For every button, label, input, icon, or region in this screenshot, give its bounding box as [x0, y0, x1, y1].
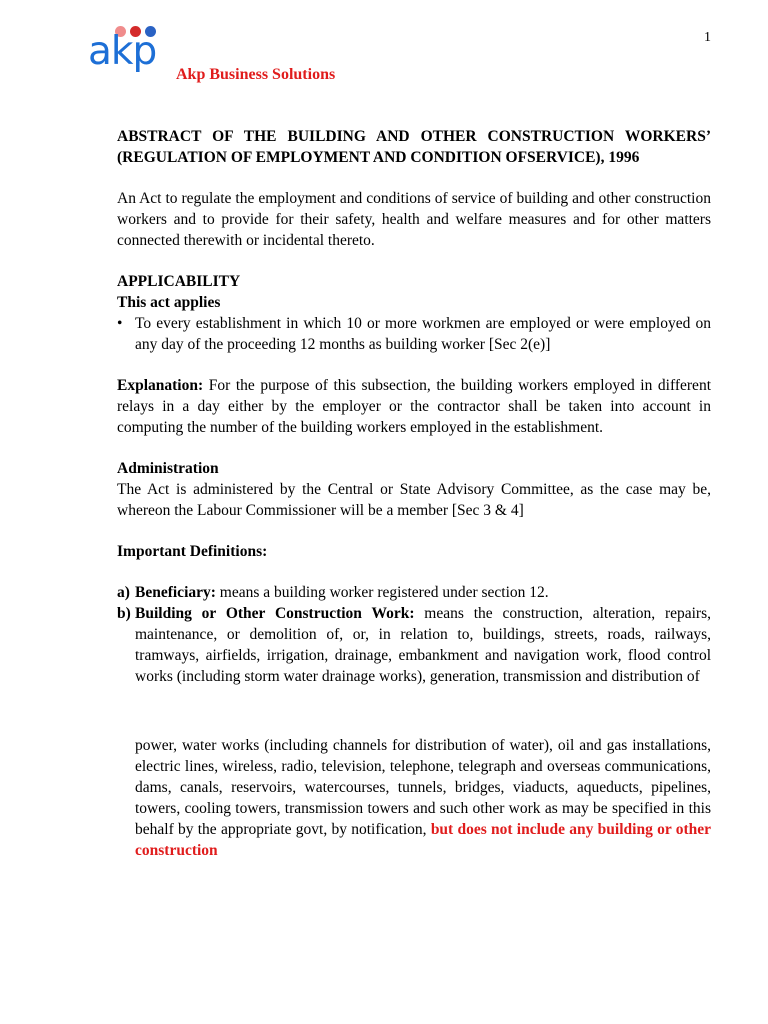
list-item	[117, 582, 711, 603]
applicability-subheading: This act applies	[117, 294, 221, 311]
applicability-heading: APPLICABILITY	[117, 273, 241, 290]
akp-logo	[88, 26, 168, 86]
continuation-text: power, water works (including channels for distribution of water), oil and gas installations, electric lines, wireless, radio, television, telephone, telegraph and overseas communications, dams, canals, reservoirs, watercourses, tunnels, bridges, viaducts, aqueducts, pipelines, towers, cooling towers, transmission towers and such other work as may be specified in this behalf by the appropriate govt, by notification,	[135, 737, 711, 838]
administration-text: The Act is administered by the Central or State Advisory Committee, as the case may be, whereon the Labour Commissioner will be a member [Sec 3 & 4]	[117, 481, 711, 519]
logo-wordmark: akp	[88, 29, 157, 74]
definition-term: Beneficiary:	[135, 584, 216, 601]
continuation-highlight: but does not include any building or other construction	[135, 821, 711, 859]
list-marker: a)	[117, 584, 130, 601]
page-number: 1	[704, 30, 711, 45]
definitions-heading: Important Definitions:	[117, 543, 268, 560]
explanation-label: Explanation:	[117, 377, 204, 394]
applicability-list	[117, 313, 711, 355]
list-marker: b)	[117, 605, 131, 622]
list-item	[117, 603, 711, 687]
definition-text: means the construction, alteration, repairs, maintenance, or demolition of, or, in relation to, buildings, streets, roads, railways, tramways, airfields, irrigation, drainage, embankment and navigation work, flood control works (including storm water drainage works), generation, transmission and distribution of	[135, 605, 711, 685]
definition-text: means a building worker registered under section 12.	[215, 584, 549, 601]
explanation-text: For the purpose of this subsection, the building workers employed in different relays in a day either by the employer or the contractor shall be taken into account in computing the number of the building workers employed in the establishment.	[117, 377, 711, 436]
administration-heading: Administration	[117, 460, 219, 477]
document-body	[117, 126, 711, 861]
intro-paragraph: An Act to regulate the employment and conditions of service of building and other construction workers and to provide for their safety, health and welfare measures and for other matters connected therewith or incidental thereto.	[117, 190, 711, 249]
explanation-paragraph	[117, 375, 711, 438]
definition-continuation	[117, 735, 711, 861]
definition-term: Building or Other Construction Work:	[135, 605, 415, 622]
definitions-list	[117, 582, 711, 687]
list-item: • To every establishment in which 10 or more workmen are employed or were employed on any day of the proceeding 12 months as building worker [Sec 2(e)]	[117, 313, 711, 355]
company-name: Akp Business Solutions	[176, 66, 336, 83]
document-title: ABSTRACT OF THE BUILDING AND OTHER CONSTRUCTION WORKERS’ (REGULATION OF EMPLOYMENT AND CONDITION OFSERVICE), 1996	[117, 128, 711, 166]
